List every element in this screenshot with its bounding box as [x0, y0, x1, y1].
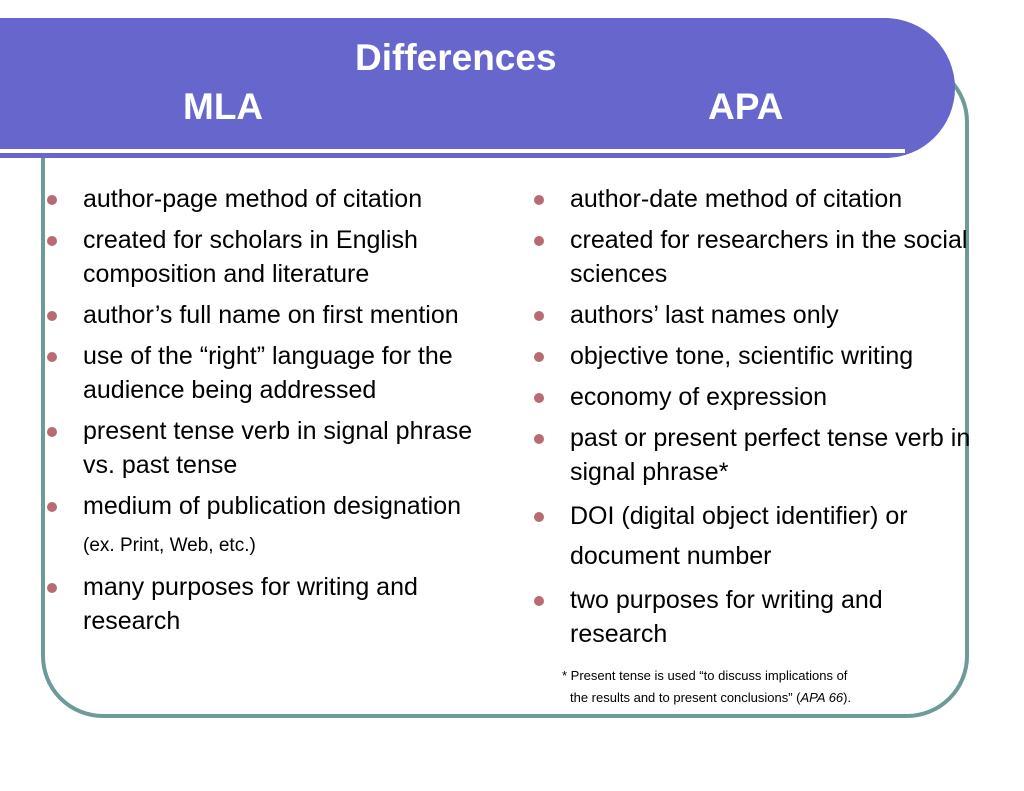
slide-title: Differences [355, 37, 557, 78]
apa-list [534, 182, 974, 658]
list-item [47, 570, 497, 638]
list-item-note: (ex. Print, Web, etc.) [83, 535, 256, 556]
list-item [47, 339, 497, 407]
list-item [534, 496, 974, 576]
list-item-text: created for scholars in English composition and literature [83, 226, 418, 288]
list-item-text: objective tone, scientific writing [570, 342, 914, 370]
list-item-text: economy of expression [570, 383, 828, 411]
list-item-text: many purposes for writing and research [83, 573, 418, 635]
list-item-text: past or present perfect tense verb in signal phrase* [570, 424, 971, 486]
footnote [562, 665, 851, 709]
bullet-icon [47, 352, 57, 362]
footnote-text-end: ). [843, 690, 852, 705]
footnote-line-2 [562, 687, 851, 709]
list-item [47, 298, 497, 332]
list-item [47, 414, 497, 482]
list-item [534, 421, 974, 489]
list-item [534, 298, 974, 332]
list-item [534, 339, 974, 373]
list-item-text: created for researchers in the social sciences [570, 226, 968, 288]
bullet-icon [534, 512, 544, 522]
footnote-line-1: * Present tense is used “to discuss implications of [562, 668, 848, 683]
list-item-text: authors’ last names only [570, 301, 839, 329]
list-item [534, 380, 974, 414]
list-item [47, 489, 497, 563]
list-item-text: author-date method of citation [570, 185, 903, 213]
mla-heading: MLA [183, 86, 264, 127]
footnote-citation: APA 66 [800, 690, 844, 705]
list-item-text: use of the “right” language for the audience being addressed [83, 342, 453, 404]
bullet-icon [47, 427, 57, 437]
bullet-icon [534, 393, 544, 403]
bullet-icon [534, 434, 544, 444]
list-item [47, 182, 497, 216]
bullet-icon [47, 195, 57, 205]
bullet-icon [47, 583, 57, 593]
bullet-icon [534, 596, 544, 606]
list-item [534, 583, 974, 651]
bullet-icon [47, 236, 57, 246]
list-item-text: author’s full name on first mention [83, 301, 459, 329]
list-item [534, 182, 974, 216]
footnote-text: the results and to present conclusions” ( [570, 690, 801, 705]
list-item [534, 223, 974, 291]
list-item-text: DOI (digital object identifier) or document number [570, 502, 908, 570]
list-item [47, 223, 497, 291]
list-item-text: two purposes for writing and research [570, 586, 883, 648]
apa-heading: APA [708, 86, 784, 127]
mla-list [47, 182, 497, 645]
list-item-text: author-page method of citation [83, 185, 423, 213]
bullet-icon [534, 311, 544, 321]
banner-rule [0, 149, 905, 153]
bullet-icon [47, 311, 57, 321]
title-banner [0, 18, 955, 158]
list-item-text: present tense verb in signal phrase vs. past tense [83, 417, 473, 479]
bullet-icon [47, 502, 57, 512]
bullet-icon [534, 352, 544, 362]
bullet-icon [534, 236, 544, 246]
bullet-icon [534, 195, 544, 205]
list-item-text: medium of publication designation [83, 492, 462, 520]
